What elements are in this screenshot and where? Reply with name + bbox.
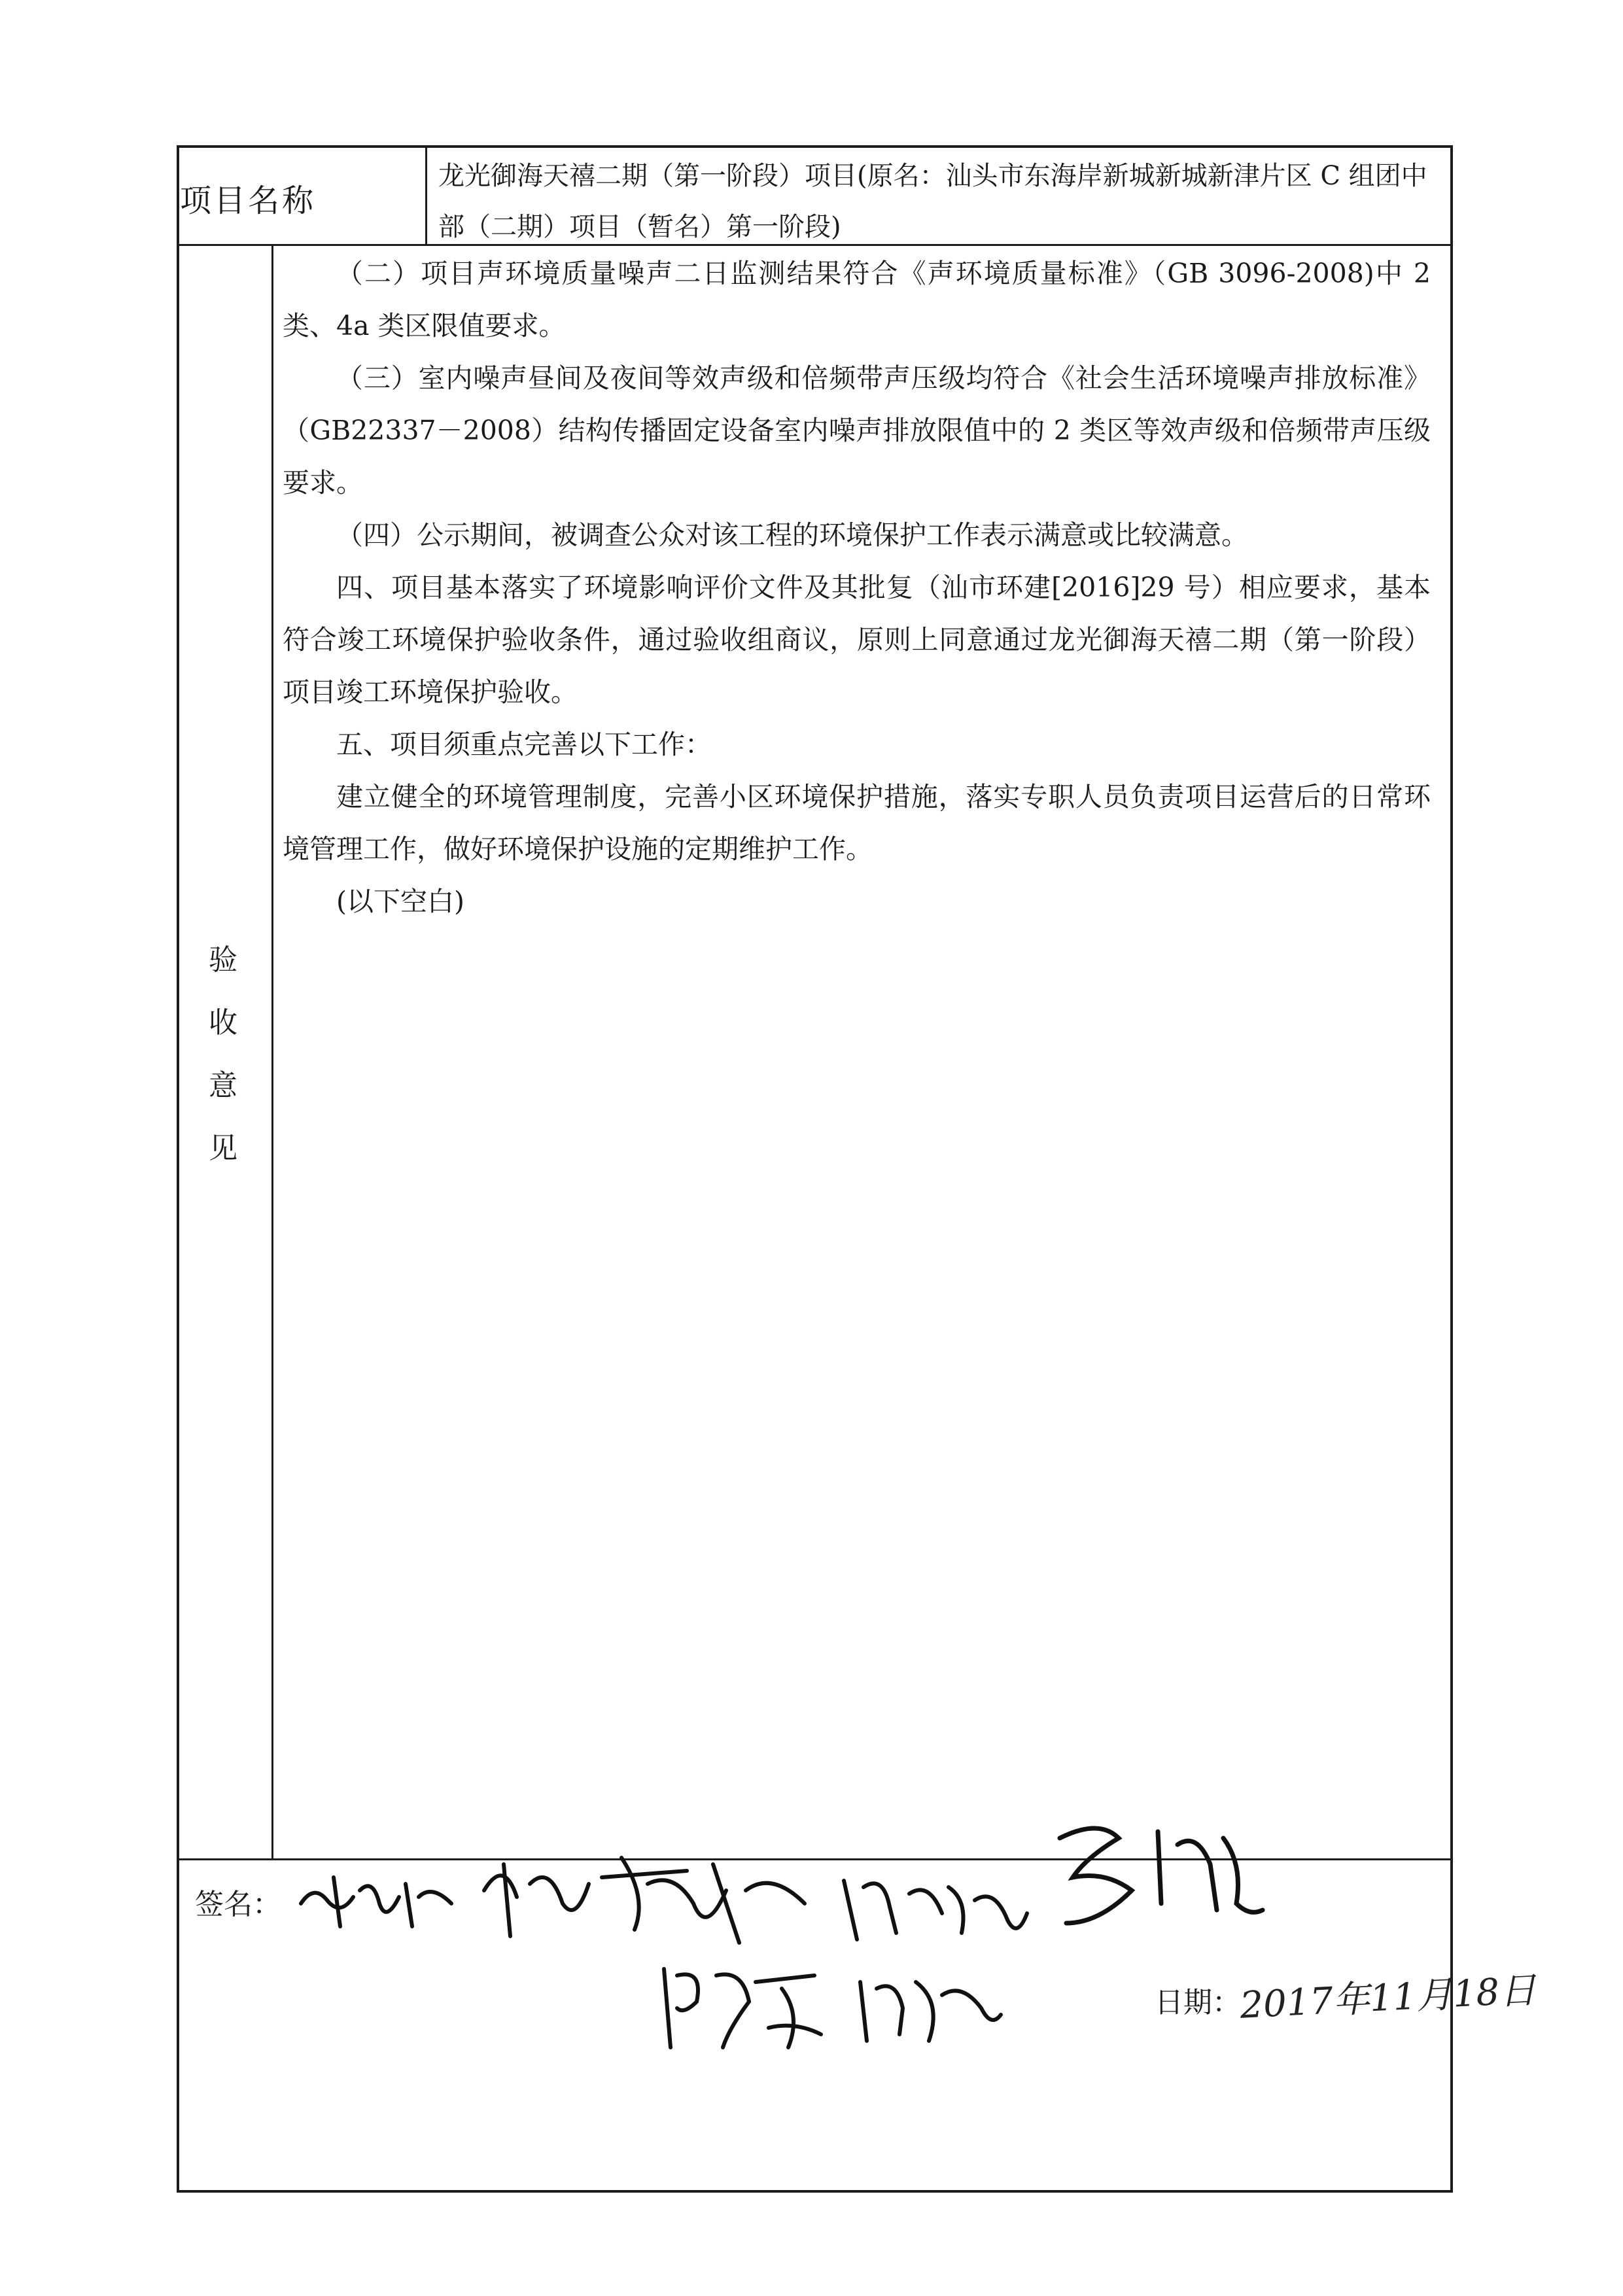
handwritten-signature bbox=[478, 1845, 818, 1949]
date-label: 日期： bbox=[1155, 1986, 1241, 2019]
paragraph-blank-note: (以下空白) bbox=[336, 886, 464, 917]
project-name-label: 项目名称 bbox=[180, 183, 317, 219]
paragraph-public-survey: （四）公示期间，被调查公众对该工程的环境保护工作表示满意或比较满意。 bbox=[336, 519, 1248, 551]
handwritten-signature bbox=[294, 1864, 464, 1936]
paragraph-indoor-noise: （三）室内噪声昼间及夜间等效声级和倍频带声压级均符合《社会生活环境噪声排放标准》（GB22337－2008）结构传播固定设备室内噪声排放限值中的 2 类区等效声级和倍频带声压级要求。 bbox=[283, 362, 1431, 498]
handwritten-signature bbox=[850, 1962, 1007, 2047]
paragraph-improvements-heading: 五、项目须重点完善以下工作： bbox=[336, 729, 712, 760]
table-border-top bbox=[177, 145, 1452, 148]
opinion-label-char: 验 bbox=[209, 943, 237, 977]
table-border-left bbox=[177, 145, 179, 2193]
acceptance-opinion-label bbox=[208, 929, 238, 1180]
opinion-label-char: 意 bbox=[209, 1069, 237, 1102]
paragraph-conclusion: 四、项目基本落实了环境影响评价文件及其批复（汕市环建[2016]29 号）相应要求，基本符合竣工环境保护验收条件，通过验收组商议，原则上同意通过龙光御海天禧二期（第一阶段）项目竣工环境保护验收。 bbox=[283, 572, 1431, 708]
handwritten-signature bbox=[1047, 1812, 1269, 1936]
handwritten-signature bbox=[837, 1861, 1034, 1946]
date-value: 2017年11月18日 bbox=[1238, 1969, 1537, 2027]
table-border-bottom bbox=[177, 2190, 1453, 2193]
project-name-value: 龙光御海天禧二期（第一阶段）项目(原名：汕头市东海岸新城新城新津片区 C 组团中部（二期）项目（暂名）第一阶段) bbox=[438, 161, 1427, 242]
table-border-right bbox=[1450, 145, 1453, 2193]
opinion-label-char: 见 bbox=[209, 1132, 237, 1165]
paragraph-noise-quality: （二）项目声环境质量噪声二日监测结果符合《声环境质量标准》（GB 3096-2008)中 2 类、4a 类区限值要求。 bbox=[283, 258, 1431, 341]
opinion-label-char: 收 bbox=[209, 1006, 237, 1039]
handwritten-signature bbox=[651, 1956, 834, 2054]
paragraph-improvements: 建立健全的环境管理制度，完善小区环境保护措施，落实专职人员负责项目运营后的日常环境管理工作，做好环境保护设施的定期维护工作。 bbox=[283, 781, 1431, 865]
acceptance-opinion-body bbox=[283, 247, 1431, 928]
column-divider-opinion bbox=[271, 244, 273, 1860]
signature-label: 签名： bbox=[195, 1888, 281, 1921]
